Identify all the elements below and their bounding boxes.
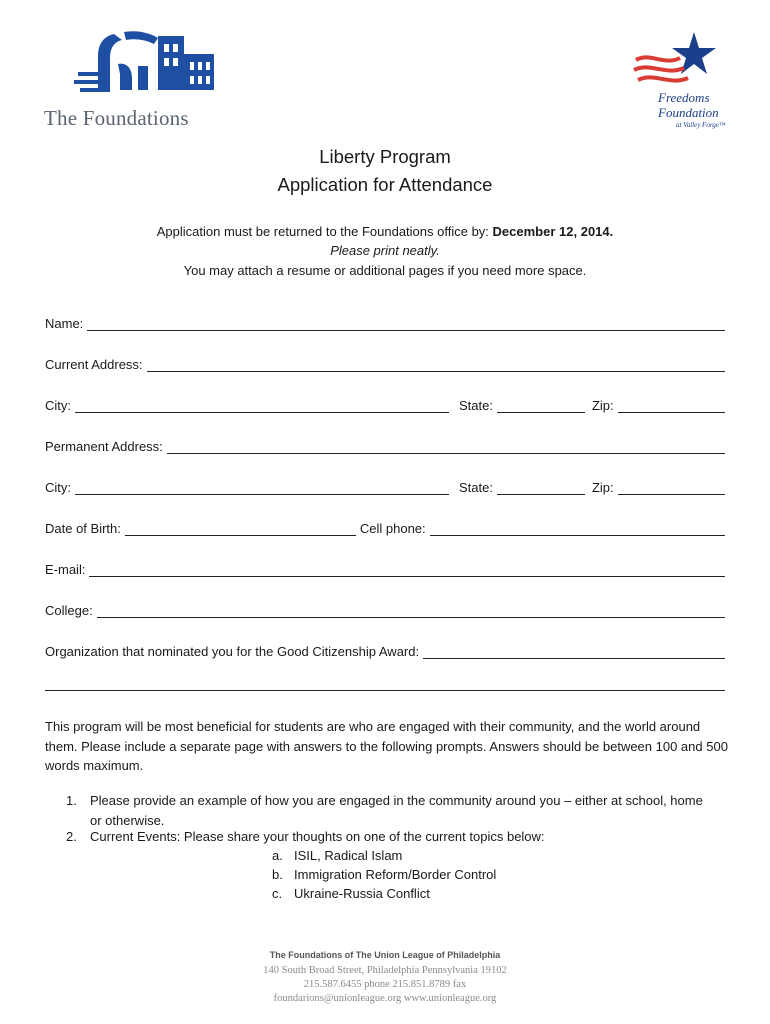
organization-field[interactable] (423, 644, 725, 659)
zip-field[interactable] (618, 398, 725, 413)
title-line2: Application for Attendance (277, 174, 493, 195)
zip-field-2[interactable] (618, 480, 725, 495)
footer-address: 140 South Broad Street, Philadelphia Pennsylvania 19102 (263, 965, 507, 976)
topic-text: Ukraine-Russia Conflict (294, 886, 430, 901)
freedoms-logo-line2: Foundation (658, 105, 719, 120)
city-label-2: City: (45, 480, 71, 495)
state-field[interactable] (497, 398, 585, 413)
name-label: Name: (45, 316, 84, 331)
topic-text: ISIL, Radical Islam (294, 848, 403, 863)
city-label: City: (45, 398, 71, 413)
freedoms-logo-line3: at Valley Forge™ (676, 121, 726, 129)
state-field-2[interactable] (497, 480, 585, 495)
college-row (45, 600, 725, 618)
prompt-number: 1. (66, 793, 77, 808)
state-label: State: (459, 398, 493, 413)
state-label-2: State: (459, 480, 493, 495)
email-row (45, 559, 725, 577)
city-row-2 (45, 477, 725, 495)
organization-label: Organization that nominated you for the Good Citizenship Award: (45, 644, 420, 659)
cell-label: Cell phone: (359, 521, 426, 536)
cell-field[interactable] (430, 521, 725, 536)
prompt-text: Current Events: Please share your thoughts on one of the current topics below: (90, 829, 545, 844)
deadline-notice (0, 222, 770, 242)
freedoms-logo-line1: Freedoms (658, 90, 710, 105)
zip-label: Zip: (591, 398, 614, 413)
permanent-address-label: Permanent Address: (45, 439, 163, 454)
topic-letter: b. (272, 867, 283, 882)
prompt-item-1 (66, 791, 736, 831)
dob-label: Date of Birth: (45, 521, 121, 536)
city-row-1 (45, 395, 725, 413)
current-address-row (45, 354, 725, 372)
deadline-date: December 12, 2014. (492, 224, 614, 239)
city-field-2[interactable] (75, 480, 449, 495)
star-flag-logo-icon (630, 30, 730, 90)
current-address-field[interactable] (147, 357, 725, 372)
permanent-address-field[interactable] (167, 439, 725, 454)
attach-note: You may attach a resume or additional pages if you need more space. (183, 263, 587, 278)
permanent-address-row (45, 436, 725, 454)
zip-label-2: Zip: (591, 480, 614, 495)
topic-letter: c. (272, 886, 283, 901)
building-logo-icon (74, 28, 219, 100)
foundations-logo (44, 28, 214, 128)
organization-row (45, 641, 725, 659)
program-description: This program will be most beneficial for students are who are engaged with their community, and the world around them. Please include a separate page with answers to the following prompts. Answers should be between 100 and 500 words maximum. (45, 719, 728, 773)
footer-phone: 215.587.6455 phone 215.851.8789 fax (303, 979, 467, 990)
email-label: E-mail: (45, 562, 86, 577)
prompt-text: Please provide an example of how you are engaged in the community around you – either at school, home or otherwise. (90, 793, 703, 828)
dob-cell-row (45, 518, 725, 536)
organization-field-continued[interactable] (45, 676, 725, 691)
prompt-number: 2. (66, 829, 77, 844)
college-field[interactable] (97, 603, 725, 618)
prompt-item-2 (66, 827, 736, 847)
footer-org: The Foundations of The Union League of Philadelphia (269, 950, 501, 960)
freedoms-foundation-logo (630, 30, 740, 140)
organization-row-2 (45, 673, 725, 691)
college-label: College: (45, 603, 93, 618)
city-field[interactable] (75, 398, 449, 413)
print-note: Please print neatly. (330, 243, 440, 258)
topic-text: Immigration Reform/Border Control (294, 867, 497, 882)
footer-contact: foundarions@unionleague.org www.unionleague.org (273, 993, 497, 1004)
foundations-logo-text: The Foundations (44, 106, 189, 130)
name-field[interactable] (87, 316, 725, 331)
name-row (45, 313, 725, 331)
current-address-label: Current Address: (45, 357, 143, 372)
email-field[interactable] (89, 562, 725, 577)
deadline-prefix: Application must be returned to the Foundations office by: (156, 224, 493, 239)
dob-field[interactable] (125, 521, 356, 536)
topic-letter: a. (272, 848, 283, 863)
title-line1: Liberty Program (319, 146, 451, 167)
